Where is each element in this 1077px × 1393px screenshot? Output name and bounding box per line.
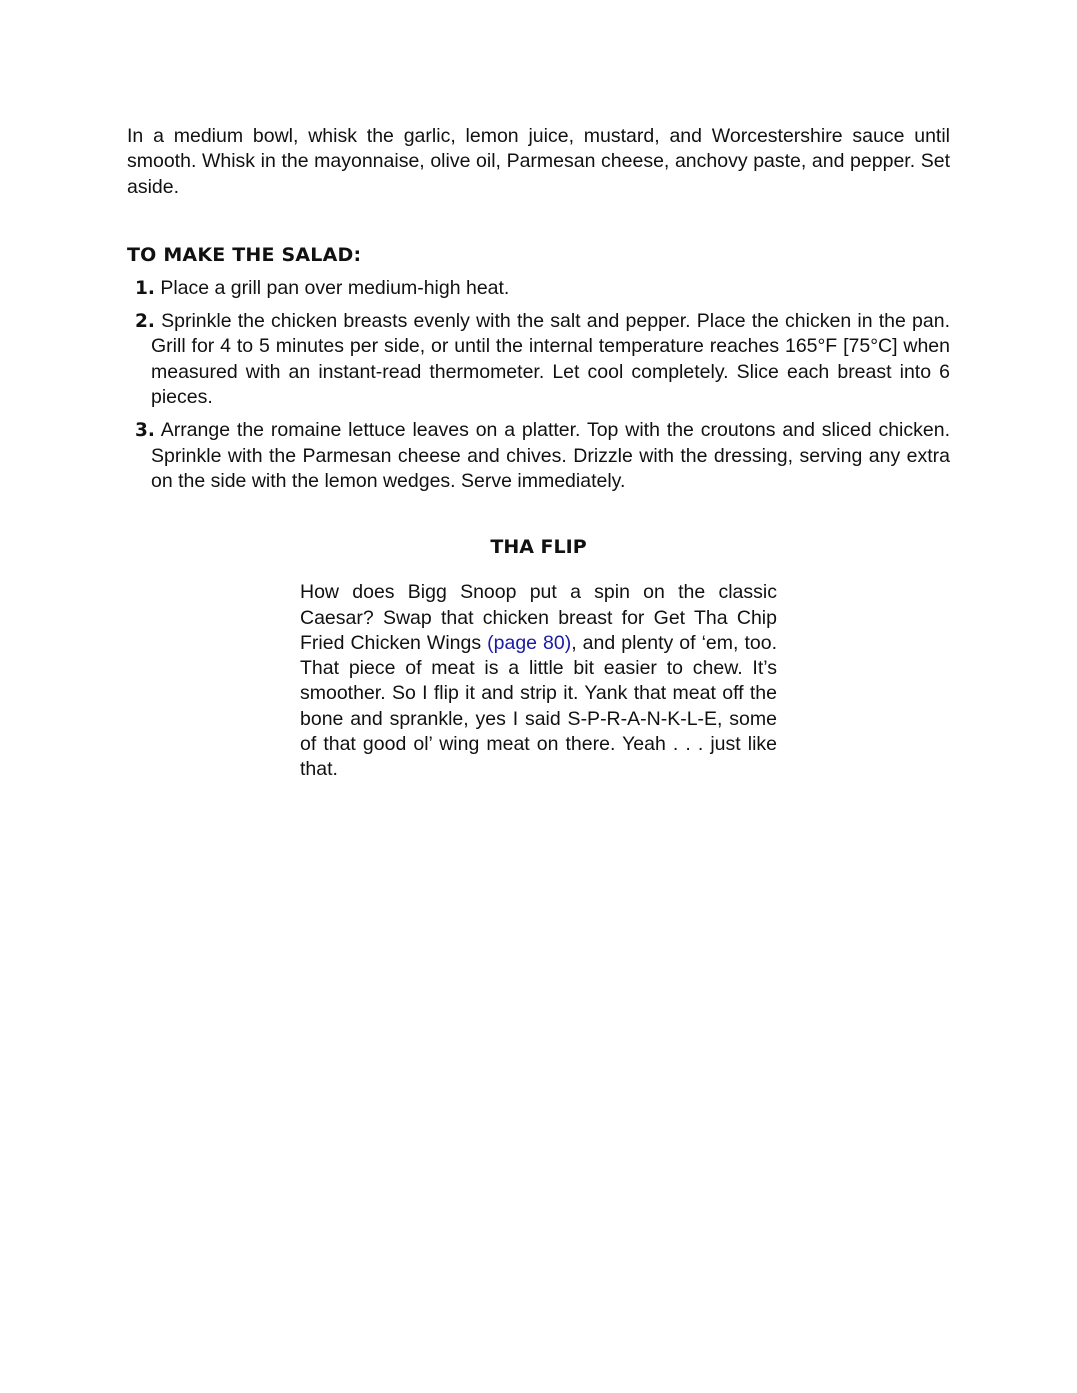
page-80-link[interactable]: (page 80) bbox=[487, 631, 572, 654]
recipe-page bbox=[127, 124, 950, 781]
step-text: Arrange the romaine lettuce leaves on a platter. Top with the croutons and sliced chicken. Sprinkle with the Parmesan cheese and chives. Drizzle with the dressing, serving any extra on the side with the lemon wedges. Serve immediately. bbox=[151, 419, 950, 492]
step-number: 1. bbox=[135, 277, 155, 299]
step-number: 3. bbox=[135, 420, 155, 442]
flip-text bbox=[300, 580, 777, 782]
step-text: Place a grill pan over medium-high heat. bbox=[160, 276, 510, 299]
flip-sidebar bbox=[300, 580, 777, 782]
salad-steps-list bbox=[127, 276, 950, 494]
dressing-instructions: In a medium bowl, whisk the garlic, lemon juice, mustard, and Worcestershire sauce until smooth. Whisk in the mayonnaise, olive oil, Parmesan cheese, anchovy paste, and pepper. Set aside. bbox=[127, 125, 950, 198]
step-2 bbox=[127, 309, 950, 410]
flip-text-start: How does Bigg Snoop put a spin on the classic Caesar? Swap that chicken breast for Get Tha Chip Fried Chicken Wings bbox=[300, 581, 777, 654]
salad-heading: TO MAKE THE SALAD: bbox=[127, 243, 362, 266]
flip-text-end: , and plenty of ‘em, too. That piece of meat is a little bit easier to chew. It’s smoother. So I flip it and strip it. Yank that meat off the bone and sprankle, yes I said S-P-R-A-N-K-L-E, some of that good ol’ wing meat on there. Yeah . . . just like that. bbox=[300, 631, 777, 781]
step-number: 2. bbox=[135, 311, 155, 333]
step-3 bbox=[127, 418, 950, 494]
flip-title: THA FLIP bbox=[490, 536, 587, 559]
step-1 bbox=[127, 276, 950, 301]
step-text: Sprinkle the chicken breasts evenly with the salt and pepper. Place the chicken in the pan. Grill for 4 to 5 minutes per side, or until the internal temperature reaches 165°F [75°C] when measured with an instant-read thermometer. Let cool completely. Slice each breast into 6 pieces. bbox=[151, 310, 950, 409]
